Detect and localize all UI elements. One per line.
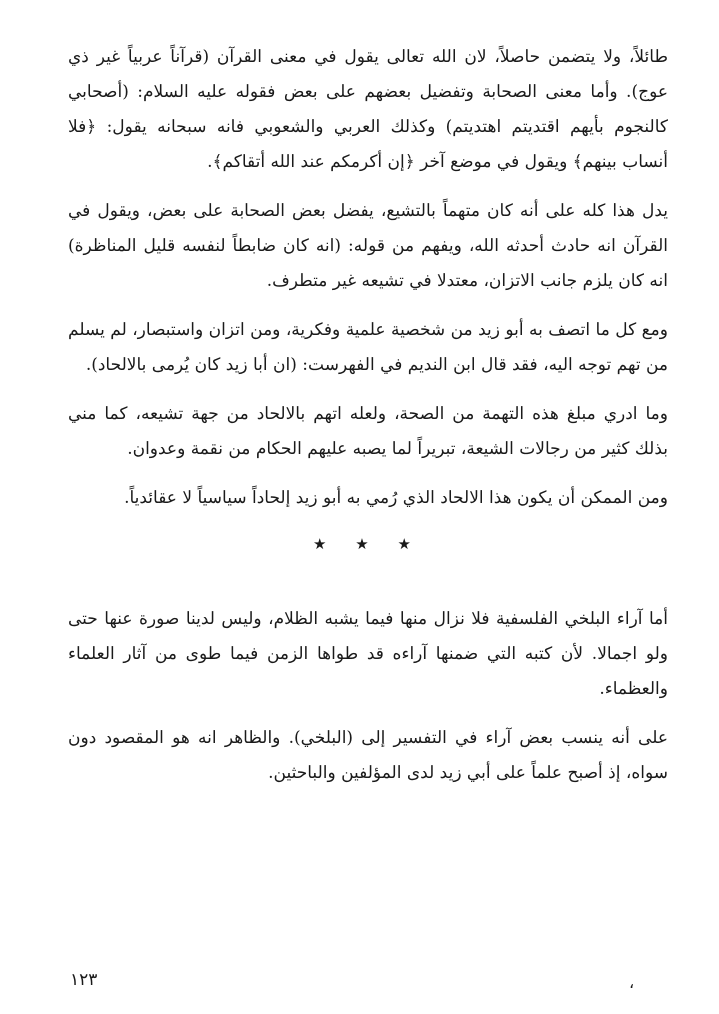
paragraph-2: يدل هذا كله على أنه كان متهماً بالتشيع، يفضل بعض الصحابة على بعض، ويقول في القرآن انه حادث أحدثه الله، ويفهم من قوله: (انه كان ضابطاً لنفسه قليل المناظرة) انه كان يلزم جانب الاتزان، معتدلا في تشيعه غير متطرف.: [68, 201, 668, 291]
paragraph-5: ومن الممكن أن يكون هذا الالحاد الذي رُمي به أبو زيد إلحاداً سياسياً لا عقائدياً.: [124, 488, 668, 508]
corner-mark: ،: [629, 973, 635, 992]
paragraph-6: أما آراء البلخي الفلسفية فلا نزال منها فيما يشبه الظلام، وليس لدينا صورة عنها حتى ولو اجمالا. لأن كتبه التي ضمنها آراءه قد طواها الزمن فيما طوى من آثار العلماء والعظماء.: [68, 609, 668, 699]
paragraph-4: وما ادري مبلغ هذه التهمة من الصحة، ولعله اتهم بالالحاد من جهة تشيعه، كما مني بذلك كثير من رجالات الشيعة، تبريراً لما يصبه عليهم الحكام من نقمة وعدوان.: [68, 404, 668, 459]
paragraph-3: ومع كل ما اتصف به أبو زيد من شخصية علمية وفكرية، ومن اتزان واستبصار، لم يسلم من تهم توجه اليه، فقد قال ابن النديم في الفهرست: (ان أبا زيد كان يُرمى بالالحاد).: [68, 320, 668, 375]
page-number: ١٢٣: [70, 970, 98, 990]
paragraph-1: طائلاً، ولا يتضمن حاصلاً، لان الله تعالى يقول في معنى القرآن (قرآناً عربياً غير ذي عوج). وأما معنى الصحابة وتفضيل بعضهم على بعض فقوله عليه السلام: (أصحابي كالنجوم بأيهم اقتديتم اهتديتم) وكذلك العربي والشعوبي فانه سبحانه يقول: ﴿فلا أنساب بينهم﴾ ويقول في موضع آخر ﴿إن أكرمكم عند الله أتقاكم﴾.: [68, 47, 668, 172]
page-body: [68, 40, 668, 791]
paragraph-7: على أنه ينسب بعض آراء في التفسير إلى (البلخي). والظاهر انه هو المقصود دون سواه، إذ أصبح علماً على أبي زيد لدى المؤلفين والباحثين.: [68, 728, 668, 783]
section-separator-stars: ★ ★ ★: [313, 535, 423, 553]
